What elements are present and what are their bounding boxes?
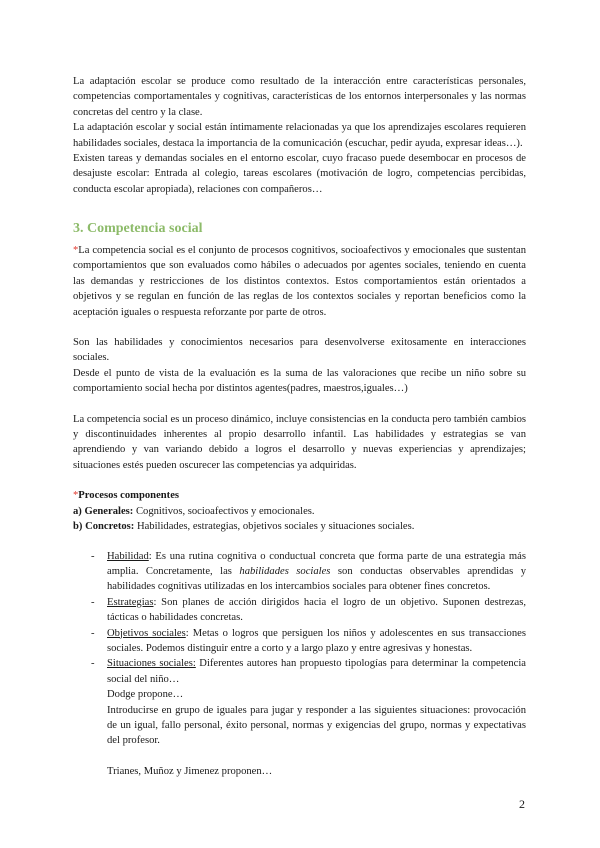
habilidad-term: Habilidad bbox=[107, 550, 149, 562]
habilidad-text-1: : Es una rutina cognitiva o conductual concreta que forma parte de una estrategia más amplia. Concretamente, las bbox=[107, 550, 526, 577]
objetivos-term: Objetivos sociales bbox=[107, 627, 186, 639]
procesos-generales bbox=[73, 504, 526, 519]
introducirse-paragraph: Introducirse en grupo de iguales para jugar y responder a las siguientes situaciones: provocación de un igual, fallo personal, éxito personal, normas y exigencias del grupo, normas y expectativas del profesor. bbox=[107, 704, 526, 747]
procesos-concretos bbox=[73, 519, 526, 534]
habilidad-text-2: son conductas observables aprendidas y habilidades cognitivas utilizadas en los intercambios sociales para obtener fines concretos. bbox=[107, 565, 527, 593]
intro-block bbox=[73, 74, 526, 197]
trianes-line: Trianes, Muñoz y Jimenez proponen… bbox=[107, 765, 273, 777]
habilidades-paragraph: Son las habilidades y conocimientos necesarios para desenvolverse exitosamente en interacciones sociales. bbox=[73, 337, 526, 364]
list-dash: - bbox=[91, 550, 95, 562]
dinamico-paragraph: La competencia social es un proceso dinámico, incluye consistencias en la conducta pero también cambios y discontinuidades inherentes al propio desarrollo infantil. Las habilidades y estrategias se van aprendiendo y van variando debido a logros el desarrollo y nuevas experiencias y aprendizajes; situaciones estés pueden oscurecer las competencias ya adquiridas. bbox=[73, 413, 526, 471]
section-heading: 3. Competencia social bbox=[73, 221, 203, 236]
asterisk-mark: * bbox=[73, 245, 79, 256]
estrategias-text: : Son planes de acción dirigidos hacia el logro de un objetivo. Suponen destrezas, tácticas o habilidades concretas. bbox=[107, 596, 526, 624]
components-list bbox=[73, 549, 526, 780]
dodge-line: Dodge propone… bbox=[107, 689, 184, 701]
list-item-habilidad bbox=[73, 549, 526, 595]
estrategias-term: Estrategias bbox=[107, 596, 154, 608]
section-competencia-social bbox=[73, 219, 526, 779]
concretos-text: Habilidades, estrategias, objetivos sociales y situaciones sociales. bbox=[134, 521, 415, 533]
concretos-label: b) Concretos: bbox=[73, 521, 135, 533]
procesos-title bbox=[73, 488, 526, 503]
page-number: 2 bbox=[519, 797, 525, 811]
definition-text: La competencia social es el conjunto de procesos cognitivos, socioafectivos y emocionales que sustentan comportamientos que son evaluados como hábiles o adecuados por agentes sociales, teniendo en cuenta las demandas y restricciones de los distintos contextos. Estos comportamientos están orientados a objetivos y se regulan en función de las reglas de los contextos sociales y reportan beneficios como la aceptación iguales o respuesta reforzante por parte de otros. bbox=[73, 245, 526, 318]
list-item-objetivos bbox=[73, 626, 526, 657]
situaciones-text: Diferentes autores han propuesto tipologías para determinar la competencia social del niño… bbox=[107, 658, 526, 685]
situaciones-term: Situaciones sociales: bbox=[107, 658, 196, 670]
generales-label: a) Generales: bbox=[73, 505, 134, 517]
list-dash: - bbox=[91, 658, 95, 670]
list-item-situaciones bbox=[73, 656, 526, 779]
list-dash: - bbox=[91, 627, 95, 639]
generales-text: Cognitivos, socioafectivos y emocionales. bbox=[133, 505, 315, 517]
asterisk-mark: * bbox=[73, 490, 79, 502]
evaluacion-paragraph: Desde el punto de vista de la evaluación es la suma de las valoraciones que recibe un niño sobre su comportamiento social hecha por distintos agentes(padres, maestros,iguales…) bbox=[73, 367, 526, 395]
intro-paragraph-2: La adaptación escolar y social están íntimamente relacionadas ya que los aprendizajes escolares requieren habilidades sociales, destaca la importancia de la comunicación (escuchar, pedir ayuda, expresar ideas…). bbox=[73, 122, 526, 149]
definition-paragraph bbox=[73, 243, 526, 320]
procesos-title-text: Procesos componentes bbox=[78, 490, 180, 502]
intro-paragraph-3: Existen tareas y demandas sociales en el entorno escolar, cuyo fracaso puede desembocar en procesos de desajuste escolar: Entrada al colegio, tareas escolares (motivación de logro, competencias percibidas, conducta escolar apropiada), relaciones con compañeros… bbox=[73, 153, 526, 195]
intro-paragraph-1: La adaptación escolar se produce como resultado de la interacción entre características personales, competencias comportamentales y cognitivas, características de los entornos interpersonales y las normas concretas del centro y la clase. bbox=[73, 76, 526, 118]
objetivos-text: : Metas o logros que persiguen los niños y adolescentes en sus transacciones sociales. Podemos distinguir entre a corto y a largo plazo y entre agresivas y honestas. bbox=[107, 627, 526, 654]
list-dash: - bbox=[91, 596, 95, 608]
list-item-estrategias bbox=[73, 595, 526, 626]
habilidades-sociales-emphasis: habilidades sociales bbox=[239, 565, 331, 577]
